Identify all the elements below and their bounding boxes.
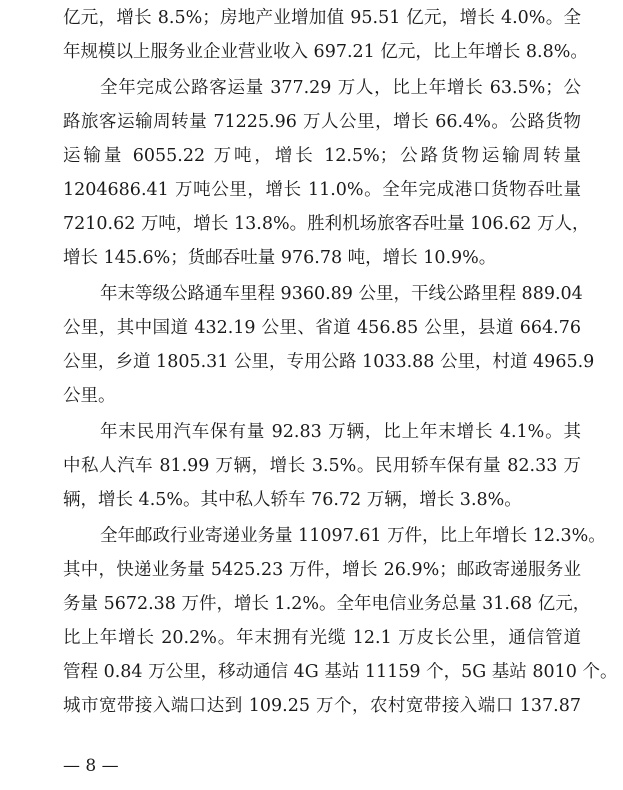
text-line: 公里，其中国道 432.19 公里、省道 456.85 公里，县道 664.76: [63, 318, 581, 338]
text-line: 中私人汽车 81.99 万辆，增长 3.5%。民用轿车保有量 82.33 万: [63, 456, 581, 476]
text-line: 运输量 6055.22 万吨，增长 12.5%；公路货物运输周转量: [63, 146, 581, 166]
text-line: 比上年增长 20.2%。年末拥有光缆 12.1 万皮长公里，通信管道: [63, 628, 581, 648]
text-line: 增长 145.6%；货邮吞吐量 976.78 吨，增长 10.9%。: [63, 248, 497, 268]
text-line: 7210.62 万吨，增长 13.8%。胜利机场旅客吞吐量 106.62 万人，: [63, 214, 590, 234]
text-line: 辆，增长 4.5%。其中私人轿车 76.72 万辆，增长 3.8%。: [63, 490, 522, 510]
text-line: 公里，乡道 1805.31 公里，专用公路 1033.88 公里，村道 4965.9: [63, 352, 595, 372]
text-line: 亿元，增长 8.5%；房地产业增加值 95.51 亿元，增长 4.0%。全: [63, 8, 581, 28]
text-line: 其中，快递业务量 5425.23 万件，增长 26.9%；邮政寄递服务业: [63, 560, 581, 580]
text-line: 城市宽带接入端口达到 109.25 万个，农村宽带接入端口 137.87: [63, 696, 581, 716]
text-line: 1204686.41 万吨公里，增长 11.0%。全年完成港口货物吞吐量: [63, 180, 581, 200]
text-line: 路旅客运输周转量 71225.96 万人公里，增长 66.4%。公路货物: [63, 112, 581, 132]
text-line: 年规模以上服务业企业营业收入 697.21 亿元，比上年增长 8.8%。: [63, 42, 588, 62]
paragraph-first-line: 全年完成公路客运量 377.29 万人，比上年增长 63.5%；公: [100, 78, 581, 98]
paragraph-first-line: 年末民用汽车保有量 92.83 万辆，比上年末增长 4.1%。其: [100, 422, 581, 442]
text-line: 管程 0.84 万公里，移动通信 4G 基站 11159 个，5G 基站 8010 个。: [63, 662, 618, 682]
text-line: 公里。: [63, 386, 116, 406]
paragraph-first-line: 年末等级公路通车里程 9360.89 公里，干线公路里程 889.04: [100, 284, 583, 304]
page-number: — 8 —: [63, 756, 119, 776]
text-line: 务量 5672.38 万件，增长 1.2%。全年电信业务总量 31.68 亿元，: [63, 594, 591, 614]
paragraph-first-line: 全年邮政行业寄递业务量 11097.61 万件，比上年增长 12.3%。: [100, 526, 606, 546]
